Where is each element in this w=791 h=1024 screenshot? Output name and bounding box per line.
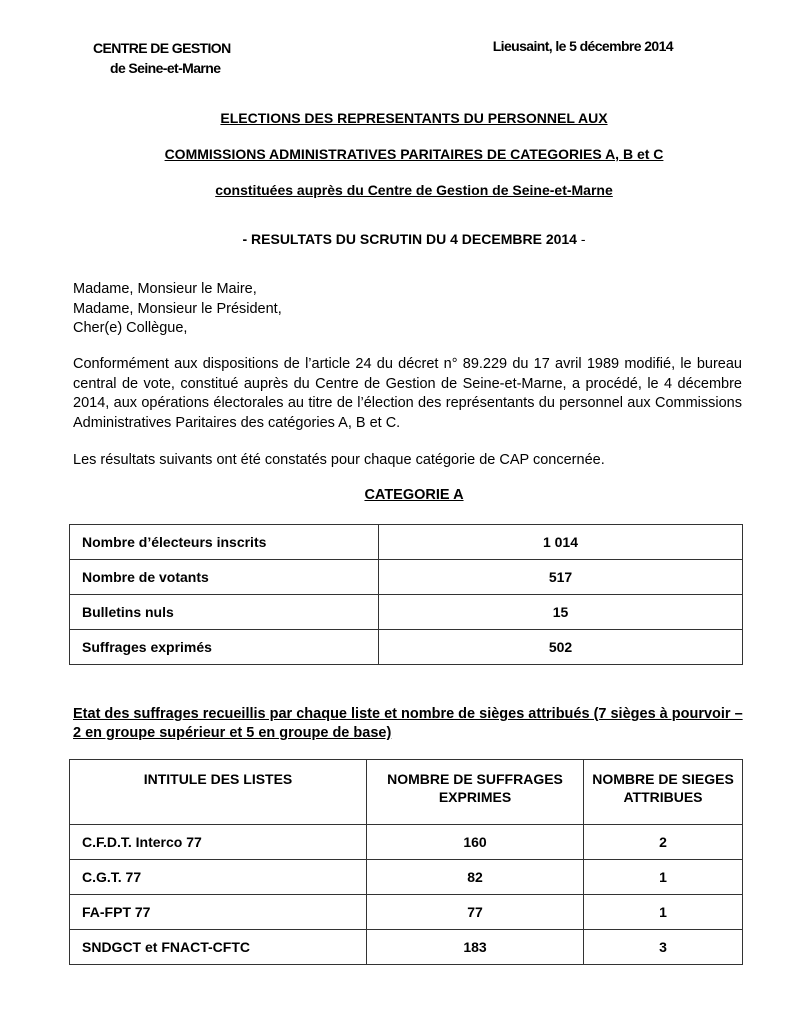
list-suffrages: 77 [367,895,584,930]
place-date: Lieusaint, le 5 décembre 2014 [492,38,673,54]
list-name: C.G.T. 77 [70,860,367,895]
list-sieges: 3 [584,930,743,965]
stat-label: Nombre de votants [70,560,379,595]
salutation-line: Madame, Monsieur le Président, [73,300,282,317]
sender-organization [93,38,231,78]
body-paragraph-2: Les résultats suivants ont été constatés pour chaque catégorie de CAP concernée. [73,452,605,468]
list-name: FA-FPT 77 [70,895,367,930]
sender-org-line2: de Seine-et-Marne [110,60,221,76]
category-heading: CATEGORIE A [364,487,464,503]
table-row [70,895,743,930]
list-name: SNDGCT et FNACT-CFTC [70,930,367,965]
table-row [70,930,743,965]
stat-value: 15 [379,595,743,630]
column-header-sieges: NOMBRE DE SIEGES ATTRIBUES [584,760,743,825]
list-sieges: 1 [584,895,743,930]
stat-value: 1 014 [379,525,743,560]
list-sieges: 1 [584,860,743,895]
table-row [70,630,743,665]
salutation [73,280,282,339]
table-header-row [70,760,743,825]
results-title: - RESULTATS DU SCRUTIN DU 4 DECEMBRE 2014 - [242,231,586,247]
table-row [70,825,743,860]
salutation-line: Cher(e) Collègue, [73,320,188,336]
stat-label: Suffrages exprimés [70,630,379,665]
stat-label: Nombre d’électeurs inscrits [70,525,379,560]
list-suffrages: 160 [367,825,584,860]
sender-org-line1: CENTRE DE GESTION [93,40,231,56]
list-name: C.F.D.T. Interco 77 [70,825,367,860]
title-line-2: COMMISSIONS ADMINISTRATIVES PARITAIRES DE CATEGORIES A, B et C [164,146,664,162]
list-results-table [69,759,743,965]
salutation-line: Madame, Monsieur le Maire, [73,281,257,297]
seats-section-heading: Etat des suffrages recueillis par chaque liste et nombre de sièges attribués (7 sièges à pourvoir – 2 en groupe supérieur et 5 en groupe de base) [73,706,743,741]
list-suffrages: 183 [367,930,584,965]
electoral-stats-table [69,524,743,665]
body-paragraph-1: Conformément aux dispositions de l’article 24 du décret n° 89.229 du 17 avril 1989 modifié, le bureau central de vote, constitué auprès du Centre de Gestion de Seine-et-Marne, a procédé, le 4 décembre 2014, aux opérations électorales au titre de l’élection des représentants du personnel aux Commissions Administratives Paritaires des catégories A, B et C. [73,356,742,431]
title-line-3: constituées auprès du Centre de Gestion de Seine-et-Marne [215,182,613,198]
table-row [70,560,743,595]
stat-value: 502 [379,630,743,665]
title-line-1: ELECTIONS DES REPRESENTANTS DU PERSONNEL AUX [220,110,608,126]
table-row [70,595,743,630]
table-row [70,860,743,895]
list-suffrages: 82 [367,860,584,895]
stat-label: Bulletins nuls [70,595,379,630]
column-header-lists: INTITULE DES LISTES [70,760,367,825]
column-header-suffrages: NOMBRE DE SUFFRAGES EXPRIMES [367,760,584,825]
table-row [70,525,743,560]
stat-value: 517 [379,560,743,595]
list-sieges: 2 [584,825,743,860]
